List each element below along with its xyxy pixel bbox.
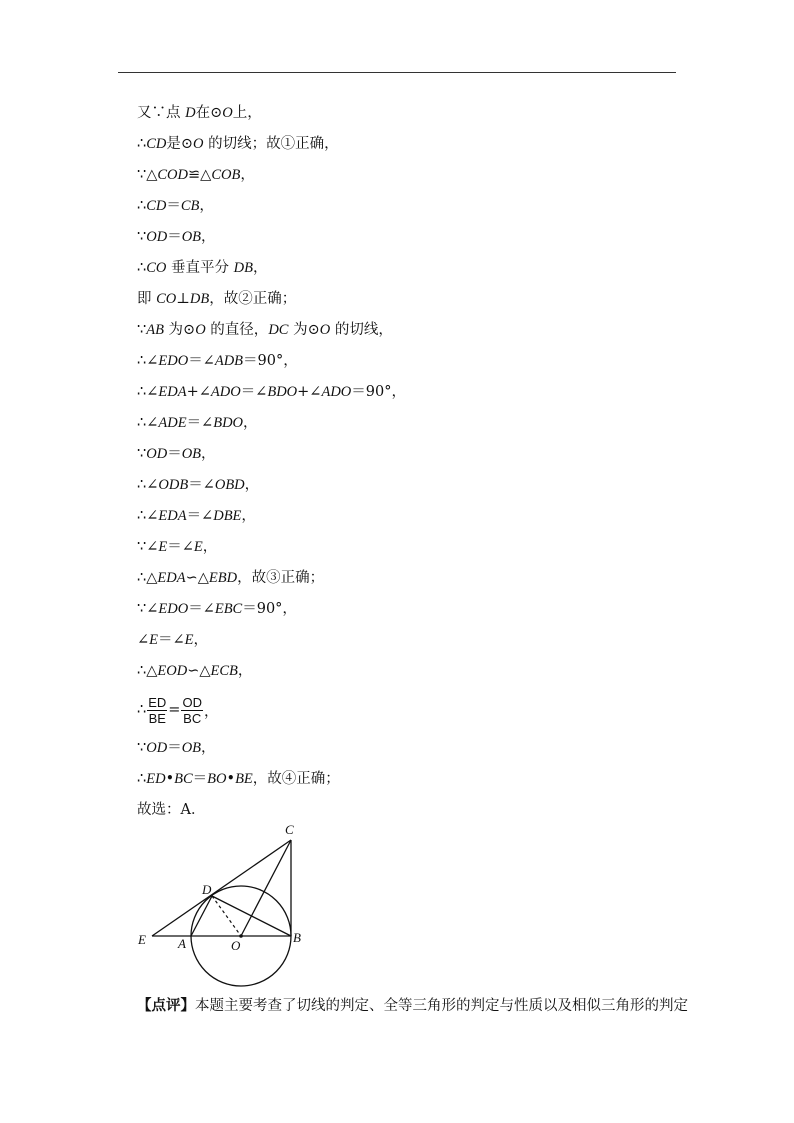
math-symbol: ECB — [210, 663, 238, 679]
solution-line — [137, 222, 697, 253]
line-text: 故选：A． — [137, 802, 206, 818]
line-text: ∴∠ — [137, 384, 159, 400]
line-text: ， — [244, 477, 260, 493]
solution-line — [137, 501, 697, 532]
math-symbol: AB — [146, 322, 164, 338]
line-text: ＝∠ — [240, 384, 268, 400]
label-o: O — [231, 938, 241, 953]
line-text: ＝ — [166, 198, 181, 214]
math-symbol: OB — [181, 740, 202, 756]
math-symbol: EBD — [208, 570, 238, 586]
line-text: ∠ — [137, 632, 150, 648]
math-symbol: EDA — [158, 384, 187, 400]
line-text: 为⊙ — [288, 322, 320, 338]
math-symbol: DB — [189, 291, 210, 307]
solution-line — [137, 191, 697, 222]
segment-do-dashed — [212, 896, 241, 936]
line-text: ∴ — [137, 702, 147, 718]
line-text: ∴ — [137, 260, 147, 276]
line-text: ， — [241, 508, 256, 524]
comment-line — [137, 994, 688, 1015]
line-text: 上， — [232, 105, 262, 121]
line-text: 垂直平分 — [166, 260, 234, 276]
solution-line — [137, 284, 697, 315]
math-symbol: O — [195, 322, 206, 338]
math-symbol: EOD — [157, 663, 188, 679]
line-text: ＝90°， — [351, 384, 406, 400]
label-a: A — [178, 936, 186, 951]
math-symbol: BDO — [213, 415, 244, 431]
line-text: 为⊙ — [163, 322, 196, 338]
math-symbol: CO — [156, 291, 177, 307]
line-text: ∴∠ — [137, 353, 159, 369]
line-text: ∵△ — [137, 167, 158, 183]
math-symbol: DB — [233, 260, 253, 276]
line-text: ∽△ — [187, 663, 211, 679]
solution-line — [137, 315, 697, 346]
math-symbol: COB — [211, 167, 241, 183]
fraction-right — [181, 695, 203, 726]
numerator: OD — [182, 694, 202, 710]
line-text: ∵∠ — [137, 601, 159, 617]
math-symbol: EDA — [158, 508, 187, 524]
line-text: ∵ — [137, 446, 147, 462]
math-symbol: E — [149, 632, 159, 648]
line-text: ∵ — [137, 740, 147, 756]
line-text: ＝∠ — [186, 508, 214, 524]
math-symbol: ADO — [321, 384, 352, 400]
math-symbol: E — [193, 539, 203, 555]
line-text: ∴△ — [137, 570, 158, 586]
equals-sign: = — [168, 702, 181, 718]
math-symbol: E — [184, 632, 194, 648]
math-symbol: ADB — [214, 353, 244, 369]
line-text: ，故②正确； — [209, 291, 297, 307]
solution-line — [137, 98, 697, 129]
line-text: • — [226, 771, 236, 787]
line-text: • — [165, 771, 175, 787]
math-symbol: CD — [146, 136, 167, 152]
line-text: ， — [201, 446, 216, 462]
numerator: ED — [148, 694, 167, 710]
math-symbol: EBC — [214, 601, 243, 617]
line-text: ， — [201, 229, 216, 245]
math-symbol: OD — [146, 229, 168, 245]
line-text: ∴∠ — [137, 477, 159, 493]
solution-line — [137, 625, 697, 656]
math-symbol: EDO — [158, 601, 189, 617]
comment-text: 本题主要考查了切线的判定、全等三角形的判定与性质以及相似三角形的判定 — [195, 998, 688, 1014]
header-rule — [118, 72, 676, 73]
denominator: BC — [183, 710, 202, 726]
solution-line — [137, 656, 697, 687]
line-text: ∴ — [137, 198, 147, 214]
line-text: ⊥ — [176, 291, 190, 307]
line-text: +∠ — [186, 384, 211, 400]
label-b: B — [293, 930, 301, 945]
math-symbol: O — [222, 105, 233, 121]
math-symbol: BC — [174, 771, 193, 787]
line-text: ＝∠ — [188, 353, 215, 369]
math-symbol: CO — [146, 260, 167, 276]
math-symbol: BDO — [267, 384, 298, 400]
solution-line — [137, 733, 697, 764]
line-text: ， — [193, 632, 209, 648]
fraction-line — [137, 687, 697, 733]
math-symbol: D — [185, 105, 196, 121]
math-symbol: CD — [146, 198, 167, 214]
solution-line — [137, 764, 697, 795]
math-symbol: OB — [181, 446, 202, 462]
math-symbol: BO — [207, 771, 227, 787]
line-text: ∴ — [137, 136, 147, 152]
line-text: ，故③正确； — [237, 570, 325, 586]
line-text: 是⊙ — [166, 136, 194, 152]
math-symbol: EDO — [158, 353, 189, 369]
solution-line — [137, 470, 697, 501]
line-text: 的切线， — [330, 322, 393, 338]
solution-line — [137, 594, 697, 625]
line-text: ＝ — [167, 740, 182, 756]
label-d: D — [202, 882, 212, 897]
solution-line — [137, 563, 697, 594]
math-symbol: ADE — [158, 415, 187, 431]
line-text: ≌△ — [188, 167, 212, 183]
line-text: ， — [202, 539, 218, 555]
line-text: ∵ — [137, 229, 147, 245]
segment-db — [212, 896, 291, 936]
math-symbol: OD — [146, 740, 168, 756]
math-symbol: COD — [157, 167, 189, 183]
math-symbol: CB — [180, 198, 200, 214]
math-symbol: OBD — [214, 477, 245, 493]
math-symbol: O — [193, 136, 204, 152]
line-text: ∵ — [137, 322, 147, 338]
line-text: ∽△ — [185, 570, 209, 586]
math-symbol: O — [319, 322, 331, 338]
solution-line — [137, 439, 697, 470]
line-text: 的切线；故①正确， — [203, 136, 339, 152]
line-text: ＝ — [167, 229, 182, 245]
line-text: ， — [237, 663, 253, 679]
math-symbol: E — [158, 539, 168, 555]
line-text: ， — [203, 703, 219, 720]
line-text: ∴∠ — [137, 508, 159, 524]
line-text: ∴ — [137, 771, 147, 787]
line-text: ＝∠ — [188, 601, 215, 617]
line-text: +∠ — [297, 384, 322, 400]
math-symbol: ODB — [158, 477, 189, 493]
line-text: ＝∠ — [167, 539, 194, 555]
solution-steps — [137, 98, 697, 826]
line-text: ∴△ — [137, 663, 158, 679]
line-text: ， — [201, 740, 216, 756]
denominator: BE — [148, 710, 166, 726]
line-text: ＝90°， — [243, 353, 298, 369]
math-symbol: DBE — [213, 508, 242, 524]
line-text: ＝ — [192, 771, 208, 787]
line-text: ， — [199, 198, 214, 214]
line-text: 又∵点 — [137, 105, 186, 121]
solution-line — [137, 160, 697, 191]
line-text: ， — [243, 415, 258, 431]
segment-co — [241, 840, 291, 936]
solution-line — [137, 346, 697, 377]
solution-line — [137, 129, 697, 160]
line-text: 即 — [137, 291, 157, 307]
math-symbol: EDA — [157, 570, 186, 586]
solution-line — [137, 532, 697, 563]
line-text: ，故④正确； — [252, 771, 340, 787]
label-c: C — [285, 822, 294, 837]
math-symbol: DC — [268, 322, 289, 338]
segment-ec — [152, 840, 291, 936]
math-symbol: ADO — [210, 384, 241, 400]
fraction-left — [147, 695, 167, 726]
line-text: ， — [240, 167, 255, 183]
line-text: ＝∠ — [186, 415, 214, 431]
math-symbol: BE — [235, 771, 253, 787]
line-text: 在⊙ — [195, 105, 223, 121]
line-text: ＝∠ — [188, 477, 215, 493]
line-text: ＝∠ — [158, 632, 185, 648]
comment-tag: 【点评】 — [137, 998, 195, 1014]
line-text: 的直径， — [205, 322, 269, 338]
line-text: ＝ — [167, 446, 182, 462]
solution-line — [137, 408, 697, 439]
line-text: ， — [252, 260, 268, 276]
label-e: E — [138, 932, 146, 947]
solution-line — [137, 253, 697, 284]
math-symbol: OD — [146, 446, 168, 462]
math-symbol: OB — [181, 229, 202, 245]
line-text: ∵∠ — [137, 539, 159, 555]
geometry-figure — [130, 818, 310, 993]
line-text: ＝90°， — [242, 601, 297, 617]
math-symbol: ED — [146, 771, 166, 787]
line-text: ∴∠ — [137, 415, 159, 431]
solution-line — [137, 377, 697, 408]
